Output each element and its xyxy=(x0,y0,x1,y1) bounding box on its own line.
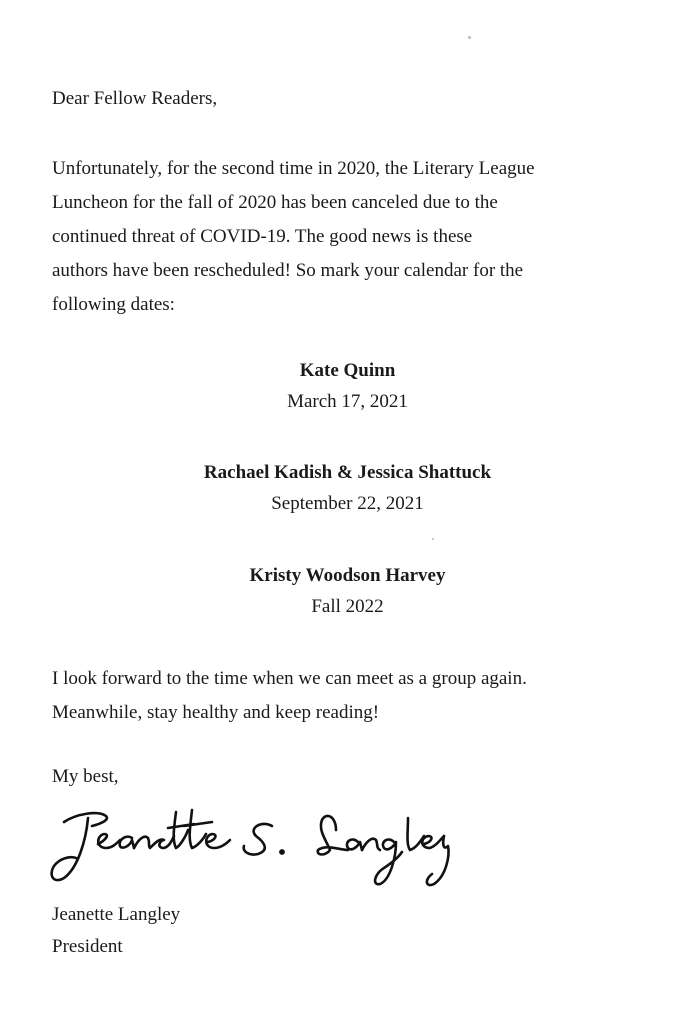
event-author: Rachael Kadish & Jessica Shattuck xyxy=(203,462,492,483)
closing-line: Meanwhile, stay healthy and keep reading! xyxy=(52,702,380,723)
body-line: authors have been rescheduled! So mark your calendar for the xyxy=(52,260,524,281)
signoff: My best, xyxy=(52,766,119,787)
body-line: following dates: xyxy=(52,294,175,315)
event-author: Kate Quinn xyxy=(299,360,396,381)
event-author: Kristy Woodson Harvey xyxy=(249,565,446,586)
event-entry xyxy=(0,561,695,623)
event-entry xyxy=(0,356,695,418)
signer-name: Jeanette Langley xyxy=(52,904,181,925)
body-line: Luncheon for the fall of 2020 has been canceled due to the xyxy=(52,192,498,213)
salutation: Dear Fellow Readers, xyxy=(52,88,218,109)
event-date: Fall 2022 xyxy=(311,596,384,617)
handwritten-signature xyxy=(36,800,456,895)
signer-block xyxy=(52,899,180,963)
body-line: Unfortunately, for the second time in 2020, the Literary League xyxy=(52,158,535,179)
signer-title: President xyxy=(52,936,123,957)
closing-paragraph xyxy=(52,662,652,730)
body-paragraph xyxy=(52,152,652,322)
body-line: continued threat of COVID-19. The good news is these xyxy=(52,226,473,247)
closing-line: I look forward to the time when we can meet as a group again. xyxy=(52,668,527,689)
paper-speck xyxy=(432,538,434,540)
event-date: September 22, 2021 xyxy=(271,493,424,514)
event-date: March 17, 2021 xyxy=(287,391,408,412)
paper-speck xyxy=(468,36,471,39)
event-entry xyxy=(0,458,695,520)
